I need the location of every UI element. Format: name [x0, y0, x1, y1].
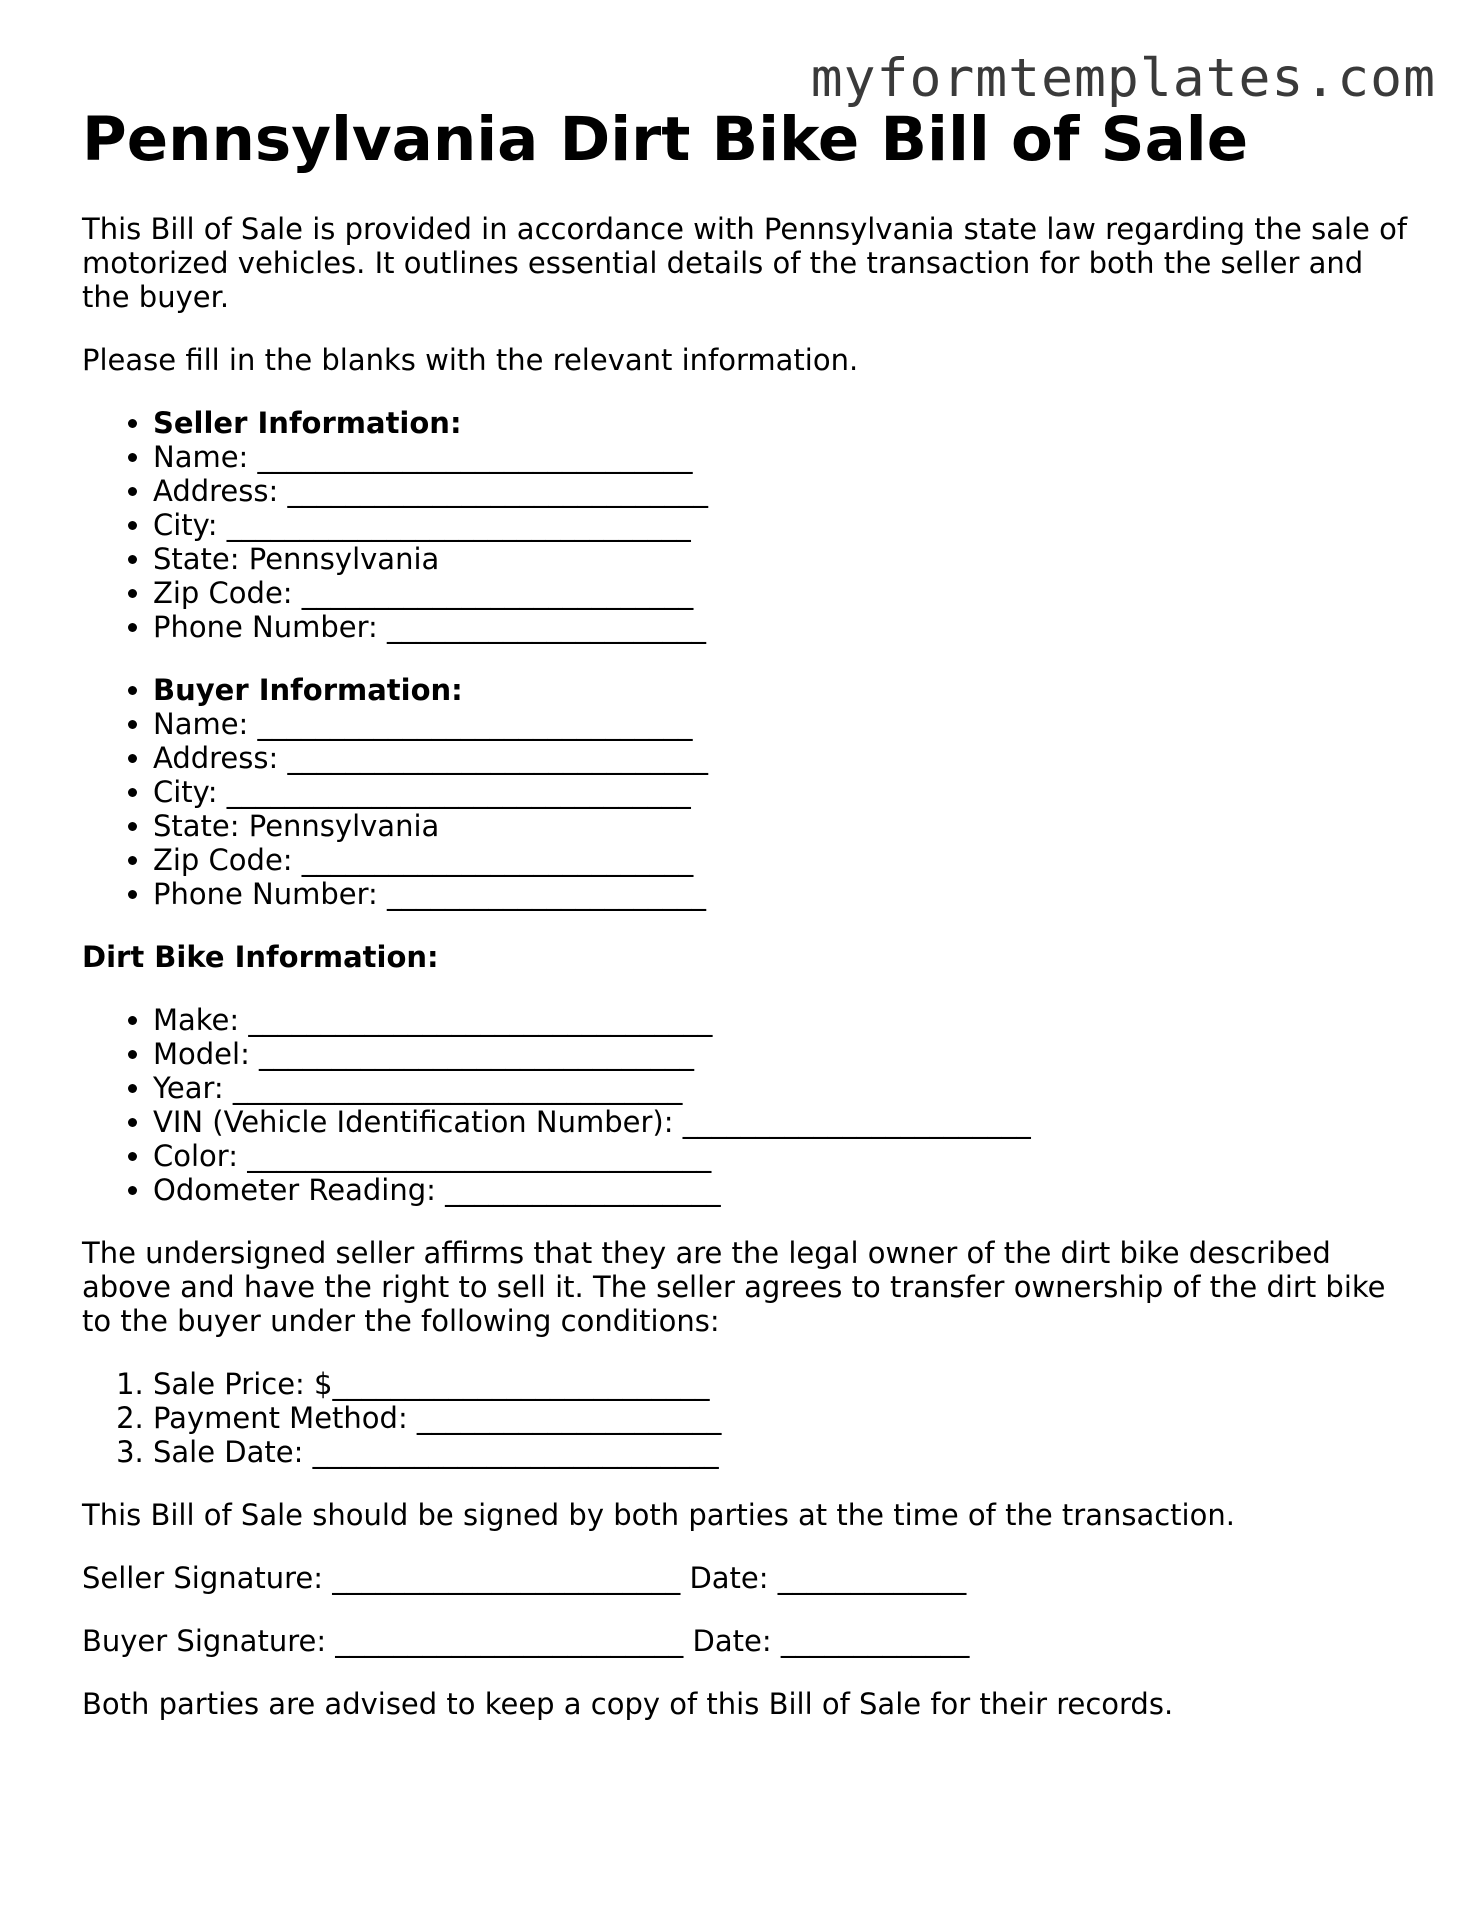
page-title: Pennsylvania Dirt Bike Bill of Sale: [82, 104, 1249, 175]
seller-information-list: [82, 406, 1412, 644]
buyer-information-list: [82, 673, 1412, 911]
seller-city-field[interactable]: • City: ________________________________: [153, 508, 1412, 542]
seller-state-field: • State: Pennsylvania: [153, 542, 1412, 576]
sale-conditions-list: [82, 1367, 1412, 1469]
seller-phone-field[interactable]: • Phone Number: ______________________: [153, 610, 1412, 644]
bike-year-field[interactable]: • Year: _______________________________: [153, 1071, 1412, 1105]
bill-of-sale-document: [82, 100, 1412, 1721]
bike-color-field[interactable]: • Color: ________________________________: [153, 1139, 1412, 1173]
buyer-zip-field[interactable]: • Zip Code: ___________________________: [153, 843, 1412, 877]
buyer-state-field: • State: Pennsylvania: [153, 809, 1412, 843]
signing-note: This Bill of Sale should be signed by both parties at the time of the transaction.: [82, 1498, 1235, 1532]
seller-zip-field[interactable]: • Zip Code: ___________________________: [153, 576, 1412, 610]
payment-method-field[interactable]: 2. Payment Method: _____________________: [153, 1401, 1412, 1435]
buyer-signature-line[interactable]: Buyer Signature: ________________________ Date: _____________: [82, 1624, 970, 1658]
closing-paragraph: Both parties are advised to keep a copy of this Bill of Sale for their records.: [82, 1687, 1174, 1721]
instruction-paragraph: Please fill in the blanks with the relevant information.: [82, 343, 859, 377]
site-watermark: myformtemplates.com: [810, 48, 1436, 109]
buyer-address-field[interactable]: • Address: _____________________________: [153, 741, 1412, 775]
seller-name-field[interactable]: • Name: ______________________________: [153, 440, 1412, 474]
buyer-information-heading: • Buyer Information:: [153, 673, 1412, 707]
buyer-city-field[interactable]: • City: ________________________________: [153, 775, 1412, 809]
dirt-bike-information-heading: Dirt Bike Information:: [82, 940, 439, 974]
sale-price-field[interactable]: 1. Sale Price: $__________________________: [153, 1367, 1412, 1401]
seller-signature-line[interactable]: Seller Signature: ________________________ Date: _____________: [82, 1561, 967, 1595]
seller-information-heading: • Seller Information:: [153, 406, 1412, 440]
seller-address-field[interactable]: • Address: _____________________________: [153, 474, 1412, 508]
bike-model-field[interactable]: • Model: ______________________________: [153, 1037, 1412, 1071]
bike-make-field[interactable]: • Make: ________________________________: [153, 1003, 1412, 1037]
affirmation-paragraph: The undersigned seller affirms that they are the legal owner of the dirt bike described above and have the right to sell it. The seller agrees to transfer ownership of the dirt bike to the buyer under the following conditions:: [82, 1236, 1386, 1338]
bike-odometer-field[interactable]: • Odometer Reading: ___________________: [153, 1173, 1412, 1207]
bike-vin-field[interactable]: • VIN (Vehicle Identification Number): ________________________: [153, 1105, 1412, 1139]
buyer-phone-field[interactable]: • Phone Number: ______________________: [153, 877, 1412, 911]
buyer-name-field[interactable]: • Name: ______________________________: [153, 707, 1412, 741]
intro-paragraph: This Bill of Sale is provided in accordance with Pennsylvania state law regarding the sale of motorized vehicles. It outlines essential details of the transaction for both the seller and the buyer.: [82, 212, 1408, 314]
sale-date-field[interactable]: 3. Sale Date: ____________________________: [153, 1435, 1412, 1469]
dirt-bike-information-list: [82, 1003, 1412, 1207]
